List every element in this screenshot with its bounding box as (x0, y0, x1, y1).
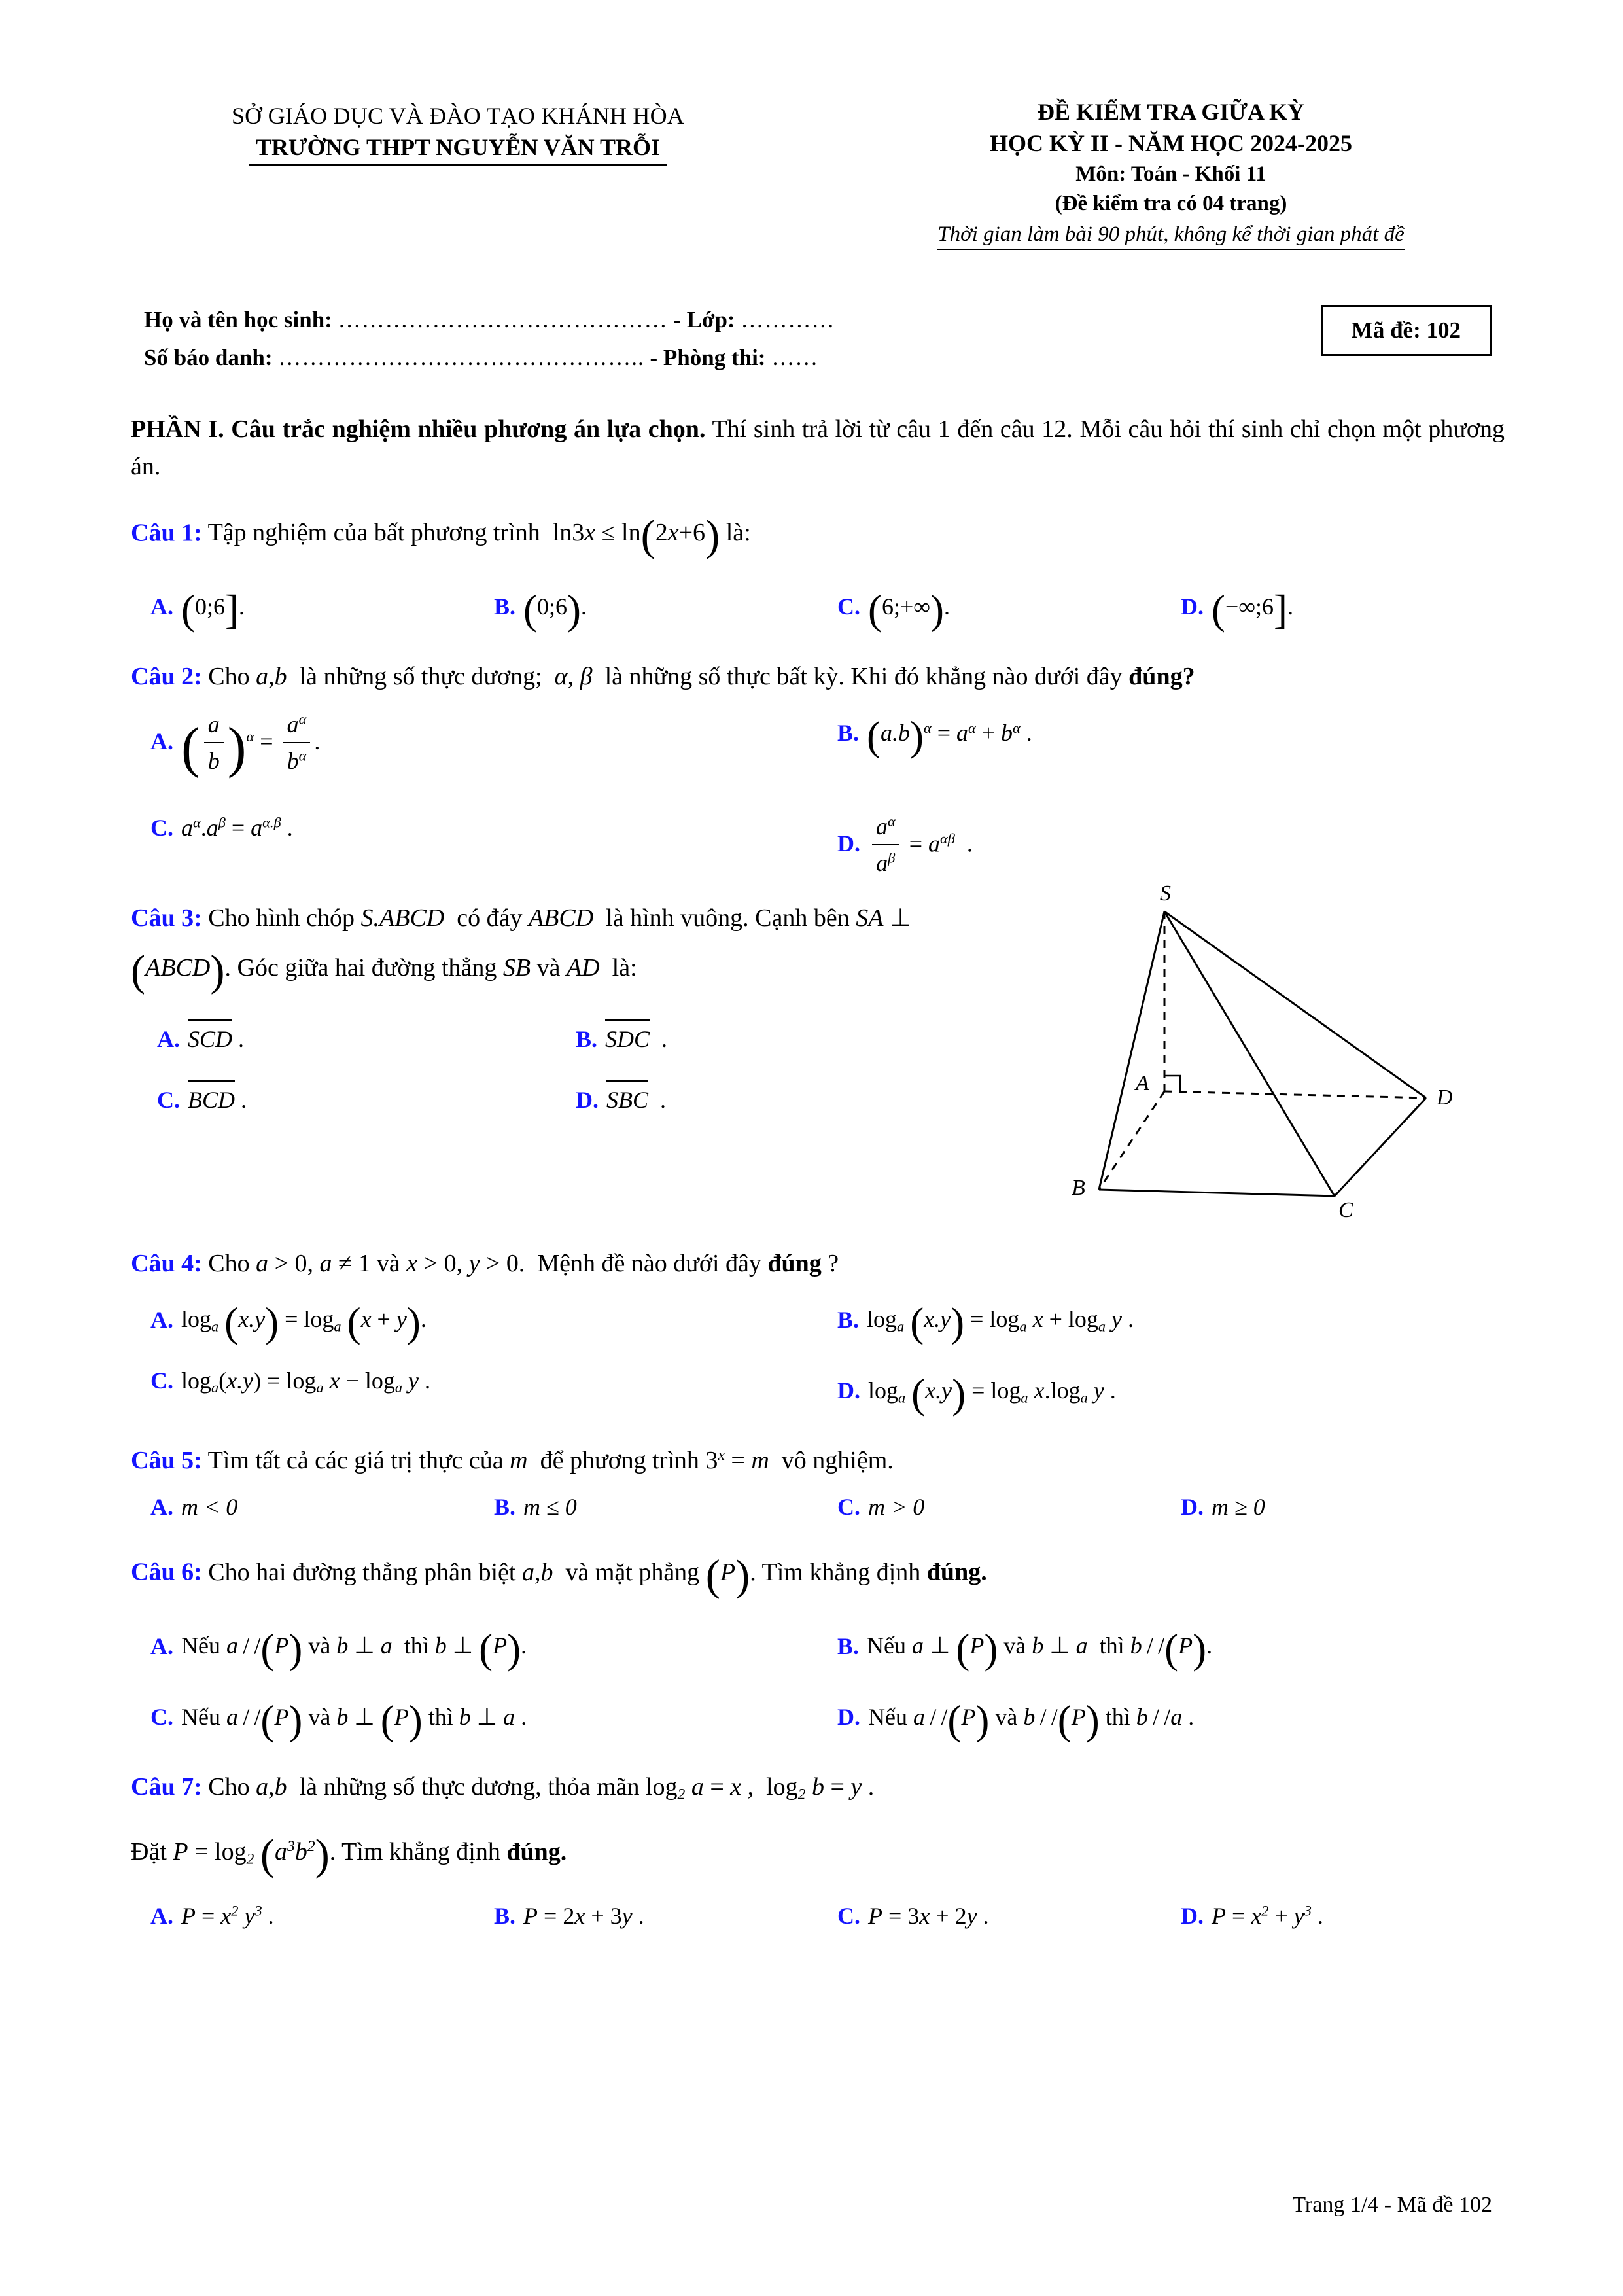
option-a[interactable] (131, 1292, 818, 1354)
option-b-text: P = 2x + 3y . (523, 1902, 644, 1929)
option-d-text: Nếu a / /(P) và b / /(P) thì b / /a . (868, 1697, 1195, 1743)
option-b[interactable] (474, 579, 818, 641)
question-2-label: Câu 2: (131, 663, 202, 691)
option-c-label: C. (150, 814, 173, 841)
option-b-text: (0;6). (523, 586, 587, 633)
option-c-text: m > 0 (868, 1494, 925, 1521)
option-a-text: m < 0 (181, 1494, 238, 1521)
question-4-text: Cho a > 0, a ≠ 1 và x > 0, y > 0. Mệnh đề nào dưới đây (208, 1249, 768, 1277)
option-b-text: m ≤ 0 (523, 1494, 577, 1521)
question-5-label: Câu 5: (131, 1447, 202, 1475)
student-info-block (131, 301, 1505, 377)
school-block (131, 98, 785, 166)
page-footer: Trang 1/4 - Mã đề 102 (1292, 2193, 1492, 2217)
part-1-heading (131, 411, 1505, 486)
question-7-line2 (131, 1822, 1505, 1889)
student-sbd-row (144, 339, 835, 377)
svg-text:C: C (1338, 1197, 1353, 1222)
option-b-label: B. (837, 1633, 860, 1659)
svg-text:D: D (1437, 1085, 1453, 1110)
option-a[interactable] (131, 1489, 474, 1525)
exam-semester: HỌC KỲ II - NĂM HỌC 2024-2025 (990, 130, 1352, 156)
option-d-text: (−∞;6]. (1212, 586, 1293, 633)
option-d[interactable] (1161, 1898, 1505, 1934)
student-room-label: - Phòng thi: (650, 344, 766, 370)
question-6-text: Cho hai đường thẳng phân biệt a,b và mặt phẳng (P). Tìm khẳng định (208, 1551, 927, 1600)
option-a-label: A. (150, 1902, 173, 1929)
option-a-text: Nếu a / /(P) và b ⊥ a thì b ⊥ (P). (181, 1626, 527, 1672)
question-3-text: Cho hình chóp S.ABCD có đáy ABCD là hình vuông. Cạnh bên SA ⊥ (ABCD). Góc giữa hai đường thẳng SB và AD là: (131, 904, 912, 995)
question-3-figure (968, 882, 1485, 1222)
option-a-label: A. (150, 1306, 173, 1333)
option-c[interactable] (131, 1080, 550, 1118)
option-d-label: D. (837, 1704, 860, 1731)
pyramid-diagram (968, 882, 1465, 1222)
question-3-options-row-1 (131, 1019, 968, 1057)
question-2-options-row-1 (131, 705, 1505, 790)
option-c-text: P = 3x + 2y . (868, 1902, 989, 1929)
question-4-options-row-1 (131, 1292, 1505, 1354)
option-a[interactable] (131, 705, 818, 790)
option-b-label: B. (837, 1306, 860, 1333)
question-6-options-row-2 (131, 1689, 1505, 1752)
option-a-text: ( $\frac{a}{b}$ )$^\alpha$ = $\frac{a^\alpha}{b^\alpha}$ . (181, 705, 320, 790)
student-name-field[interactable]: …………………………………… (338, 307, 668, 332)
option-b[interactable] (818, 1292, 1505, 1354)
option-c-label: C. (837, 1902, 860, 1929)
svg-text:S: S (1160, 881, 1171, 906)
option-c-label: C. (837, 593, 860, 620)
question-3-options-row-2 (131, 1080, 968, 1118)
question-7-text-line1: Cho a,b là những số thực dương, thỏa mãn $\log_2 a = x$ , $\log_2 b = y$ . (208, 1773, 875, 1803)
option-a[interactable] (131, 579, 474, 641)
question-1 (131, 503, 1505, 570)
question-6-bold: đúng. (926, 1558, 987, 1586)
question-4-text-end: ? (828, 1249, 839, 1277)
option-a[interactable] (131, 1618, 818, 1680)
option-d-label: D. (1181, 1902, 1204, 1929)
question-1-options (131, 579, 1505, 641)
student-name-row (144, 301, 835, 339)
student-class-field[interactable]: ………… (741, 307, 835, 332)
option-b-label: B. (494, 1494, 516, 1521)
option-b-label: B. (576, 1025, 598, 1052)
option-b-label: B. (837, 720, 860, 747)
question-7-bold: đúng. (506, 1837, 567, 1865)
question-5-options (131, 1489, 1505, 1525)
option-b[interactable] (474, 1898, 818, 1934)
question-2-bold: đúng? (1128, 663, 1195, 691)
option-c[interactable] (818, 579, 1161, 641)
option-a-label: A. (150, 1494, 173, 1521)
exam-title-block (837, 98, 1505, 250)
option-c[interactable] (131, 1363, 818, 1425)
option-d[interactable] (818, 1363, 1505, 1425)
option-c[interactable] (131, 810, 818, 882)
option-d-label: D. (1181, 593, 1204, 620)
option-a-label: A. (150, 1633, 173, 1659)
svg-text:B: B (1072, 1175, 1085, 1200)
part-1-heading-rest: Thí sinh trả lời từ câu 1 đến câu 12. Mỗi câu hỏi thí sinh chỉ chọn một phương án. (131, 415, 1505, 480)
option-c-label: C. (837, 1494, 860, 1521)
option-b[interactable] (474, 1489, 818, 1525)
question-2-text: Cho a,b là những số thực dương; α, β là những số thực bất kỳ. Khi đó khẳng nào dưới đây (208, 663, 1129, 691)
student-name-label: Họ và tên học sinh: (144, 307, 332, 332)
option-d[interactable] (1161, 579, 1505, 641)
option-d[interactable] (818, 1689, 1505, 1752)
option-c-text: $a^\alpha.a^\beta = a^{\alpha.\beta}$ . (181, 814, 293, 841)
school-name: TRƯỜNG THPT NGUYỄN VĂN TRỖI (249, 132, 667, 166)
exam-pages-note: (Đề kiểm tra có 04 trang) (1055, 192, 1287, 215)
option-a-text: SCD . (188, 1019, 244, 1057)
option-c-text: Nếu a / /(P) và b ⊥ (P) thì b ⊥ a . (181, 1697, 527, 1743)
question-6 (131, 1542, 1505, 1609)
option-c[interactable] (131, 1689, 818, 1752)
option-a[interactable] (131, 1898, 474, 1934)
option-d-text: $\frac{a^\alpha}{a^\beta}$ = $a^{\alpha\beta}$ . (868, 810, 973, 882)
document-header (131, 98, 1505, 250)
option-b-text: SDC . (605, 1019, 667, 1057)
option-c-label: C. (150, 1367, 173, 1394)
option-b-label: B. (494, 593, 516, 620)
option-c-label: C. (150, 1704, 173, 1731)
option-b-text: $(a.b)^\alpha = a^\alpha + b^\alpha$ . (867, 713, 1032, 759)
option-d-text: $\log_a (x.y) = \log_a x.\log_a$ y . (868, 1370, 1116, 1417)
exam-time-note: Thời gian làm bài 90 phút, không kể thời gian phát đề (937, 222, 1405, 250)
student-sbd-label: Số báo danh: (144, 344, 273, 370)
question-2 (131, 658, 1505, 696)
option-d-text: SBC . (606, 1080, 666, 1118)
question-3-block (131, 882, 1505, 1222)
exam-code-box: Mã đề: 102 (1321, 305, 1492, 356)
option-a-label: A. (150, 728, 173, 755)
option-d-text: $P = x^2 + y^3$ . (1212, 1902, 1323, 1929)
option-c[interactable] (818, 1489, 1161, 1525)
question-4 (131, 1245, 1505, 1283)
option-d[interactable] (1161, 1489, 1505, 1525)
option-d-text: m ≥ 0 (1212, 1494, 1265, 1521)
question-7-label: Câu 7: (131, 1773, 202, 1801)
question-4-label: Câu 4: (131, 1249, 202, 1277)
option-d-label: D. (576, 1086, 599, 1113)
option-c-label: C. (157, 1086, 180, 1113)
option-b[interactable] (818, 705, 1505, 790)
question-3 (131, 899, 968, 1005)
option-b-text: $\log_a (x.y) = \log_a x + \log_a y$ . (867, 1299, 1134, 1346)
question-4-bold: đúng (767, 1249, 822, 1277)
option-c-text: BCD . (188, 1080, 247, 1118)
option-c-text: (6;+∞). (868, 586, 950, 633)
option-d[interactable] (818, 810, 1505, 882)
question-6-label: Câu 6: (131, 1558, 202, 1586)
school-authority: SỞ GIÁO DỤC VÀ ĐÀO TẠO KHÁNH HÒA (231, 103, 685, 129)
student-room-field[interactable]: …… (771, 344, 819, 370)
option-a-text: $\log_a (x.y) = \log_a (x + y)$. (181, 1299, 427, 1346)
option-b-text: Nếu a ⊥ (P) và b ⊥ a thì b / /(P). (867, 1626, 1213, 1672)
option-b-label: B. (494, 1902, 516, 1929)
question-7 (131, 1768, 1505, 1807)
option-b[interactable] (550, 1019, 968, 1057)
question-5 (131, 1441, 1505, 1480)
question-7-options (131, 1898, 1505, 1934)
question-4-options-row-2 (131, 1363, 1505, 1425)
student-class-label: - Lớp: (673, 307, 735, 332)
option-d-label: D. (1181, 1494, 1204, 1521)
exam-title: ĐỀ KIỂM TRA GIỮA KỲ (1037, 99, 1305, 125)
question-3-label: Câu 3: (131, 904, 202, 932)
option-a-text: (0;6]. (181, 586, 245, 633)
option-c-text: $\log_a(x.y) = \log_a x - \log_a y$ . (181, 1367, 431, 1396)
option-d-label: D. (837, 1377, 860, 1404)
question-5-text: Tìm tất cả các giá trị thực của m để phương trình $3^x = m$ vô nghiệm. (207, 1447, 894, 1475)
option-d[interactable] (550, 1080, 968, 1118)
option-a[interactable] (131, 1019, 550, 1057)
question-6-options-row-1 (131, 1618, 1505, 1680)
question-1-text: Tập nghiệm của bất phương trình ln3x ≤ ln(2x+6) là: (207, 512, 751, 560)
option-d-label: D. (837, 830, 860, 857)
question-1-label: Câu 1: (131, 518, 202, 546)
student-sbd-field[interactable]: ……………………………………….. (278, 344, 644, 370)
option-a-text: $P = x^2$ $y^3$ . (181, 1902, 274, 1929)
svg-text:A: A (1136, 1070, 1149, 1095)
option-b[interactable] (818, 1618, 1505, 1680)
part-1-heading-bold: PHẦN I. Câu trắc nghiệm nhiều phương án lựa chọn. (131, 415, 706, 443)
question-7-text-line2: Đặt $P = \log_2 (a^3b^2)$. Tìm khẳng định (131, 1831, 507, 1879)
option-a-label: A. (157, 1025, 180, 1052)
question-2-options-row-2 (131, 810, 1505, 882)
option-c[interactable] (818, 1898, 1161, 1934)
option-a-label: A. (150, 593, 173, 620)
exam-subject: Môn: Toán - Khối 11 (1075, 162, 1266, 186)
